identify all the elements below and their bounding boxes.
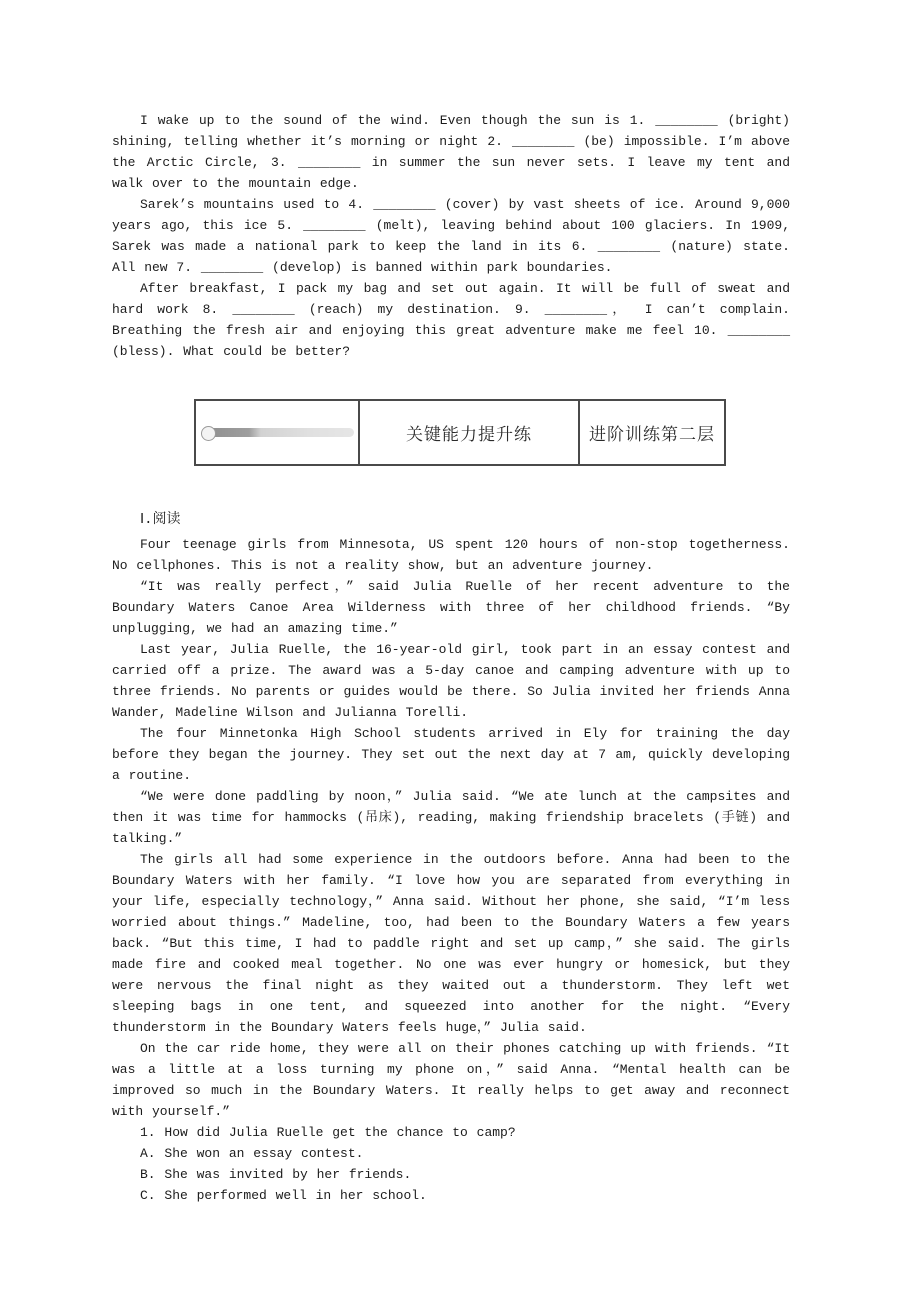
banner-title: 关键能力提升练 — [406, 425, 532, 445]
reading-paragraph-5: “We were done paddling by noon，” Julia said. “We ate lunch at the campsites and then it was time for hammocks (吊床), reading, making friendship bracelets (手链) and talking.” — [112, 789, 790, 846]
question-1-stem: 1. How did Julia Ruelle get the chance to camp? — [140, 1125, 516, 1140]
reading-paragraph-1: Four teenage girls from Minnesota, US spent 120 hours of non-stop togetherness. No cellphones. This is not a reality show, but an adventure journey. — [112, 537, 790, 573]
decorative-ribbon-icon — [204, 428, 354, 437]
reading-paragraph-3: Last year, Julia Ruelle, the 16-year-old girl, took part in an essay contest and carried off a prize. The award was a 5-day canoe and camping adventure with up to three friends. No parents or guides would be there. So Julia invited her friends Anna Wander, Madeline Wilson and Julianna Torelli. — [112, 642, 790, 720]
cloze-paragraph-3: After breakfast, I pack my bag and set out again. It will be full of sweat and hard work 8. ________ (reach) my destination. 9. ________， I can’t complain. Breathing the fresh air and enjoying this great adventure make me feel 10. ________ (bless). What could be better? — [112, 281, 790, 359]
question-1 — [112, 1122, 790, 1206]
question-1-option-c: C. She performed well in her school. — [140, 1188, 427, 1203]
cloze-paragraph-2: Sarek’s mountains used to 4. ________ (cover) by vast sheets of ice. Around 9,000 years ago, this ice 5. ________ (melt), leaving behind about 100 glaciers. In 1909, Sarek was made a national park to keep the land in its 6. ________ (nature) state. All new 7. ________ (develop) is banned within park boundaries. — [112, 197, 790, 275]
banner-subtitle-cell — [580, 401, 724, 464]
reading-paragraph-7: On the car ride home, they were all on their phones catching up with friends. “It was a little at a loss turning my phone on，” said Anna. “Mental health can be improved so much in the Boundary Waters. It really helps to get away and reconnect with yourself.” — [112, 1041, 790, 1119]
banner-title-cell — [360, 401, 580, 464]
banner-subtitle: 进阶训练第二层 — [589, 425, 715, 445]
cloze-paragraph-1: I wake up to the sound of the wind. Even though the sun is 1. ________ (bright) shining, telling whether it’s morning or night 2. ________ (be) impossible. I’m above the Arctic Circle, 3. ________ in summer the sun never sets. I leave my tent and walk over to the mountain edge. — [112, 113, 790, 191]
reading-paragraph-4: The four Minnetonka High School students arrived in Ely for training the day before they began the journey. They set out the next day at 7 am, quickly developing a routine. — [112, 726, 790, 783]
question-1-option-b: B. She was invited by her friends. — [140, 1167, 412, 1182]
banner-decoration-cell — [196, 401, 360, 464]
section-banner — [194, 399, 726, 466]
reading-paragraph-2: “It was really perfect，” said Julia Ruelle of her recent adventure to the Boundary Waters Canoe Area Wilderness with three of her childhood friends. “By unplugging, we had an amazing time.” — [112, 579, 790, 636]
reading-section-label: Ⅰ.阅读 — [140, 512, 181, 528]
document-content — [112, 110, 790, 1206]
question-1-option-a: A. She won an essay contest. — [140, 1146, 364, 1161]
reading-paragraph-6: The girls all had some experience in the outdoors before. Anna had been to the Boundary Waters with her family. “I love how you are separated from everything in your life, especially technology，” Anna said. Without her phone, she said, “I’m less worried about things.” Madeline, too, had been to the Boundary Waters a few years back. “But this time, I had to paddle right and set up camp，” she said. The girls made fire and cooked meal together. No one was ever hungry or homesick, but they were nervous the final night as they waited out a thunderstorm. They left wet sleeping bags in one tent, and squeezed into another for the night. “Every thunderstorm in the Boundary Waters feels huge，” Julia said. — [112, 852, 790, 1035]
